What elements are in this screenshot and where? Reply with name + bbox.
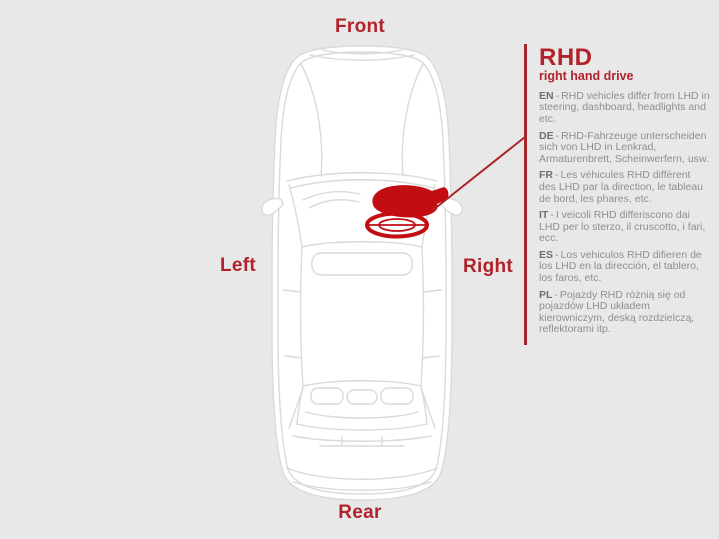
- lang-entry-de: [539, 131, 710, 166]
- separator: -: [555, 89, 560, 102]
- lang-code: DE: [539, 129, 554, 142]
- separator: -: [555, 248, 559, 261]
- label-front: Front: [334, 16, 386, 37]
- panel-subtitle: right hand drive: [539, 69, 634, 83]
- separator: -: [555, 129, 560, 142]
- panel-title: RHD: [539, 44, 593, 71]
- lang-entry-fr: [539, 170, 710, 205]
- lang-text: I veicoli RHD differiscono dai LHD per lo sterzo, il cruscotto, i fari, ecc.: [539, 209, 706, 245]
- lang-entry-pl: [539, 290, 710, 336]
- lang-code: ES: [539, 248, 554, 261]
- label-right: Right: [462, 256, 514, 277]
- lang-entry-en: [539, 91, 710, 126]
- label-left: Left: [219, 255, 257, 276]
- lang-code: FR: [539, 169, 553, 182]
- rhd-info-panel: [524, 44, 710, 345]
- lang-text: RHD-Fahrzeuge unterscheiden sich von LHD in Lenkrad, Armaturenbrett, Scheinwerfern, usw.: [539, 129, 709, 165]
- lang-text: Les véhicules RHD diffèrent des LHD par la direction, le tableau de bord, les phares, etc.: [539, 169, 704, 205]
- separator: -: [555, 169, 559, 182]
- label-rear: Rear: [338, 502, 382, 523]
- separator: -: [550, 209, 554, 222]
- lang-entry-es: [539, 250, 710, 285]
- lang-code: EN: [539, 89, 554, 102]
- lang-code: PL: [539, 288, 553, 301]
- lang-entry-it: [539, 210, 710, 245]
- separator: -: [554, 288, 558, 301]
- lang-text: Los vehiculos RHD difieren de los LHD en la dirección, el tablero, los faros, etc.: [539, 248, 702, 285]
- lang-text: Pojazdy RHD różnią się od pojazdów LHD układem kierowniczym, deską rozdzielczą, reflektorami itp.: [539, 288, 695, 336]
- lang-code: IT: [539, 209, 549, 222]
- lang-text: RHD vehicles differ from LHD in steering, dashboard, headlights and etc.: [539, 89, 710, 125]
